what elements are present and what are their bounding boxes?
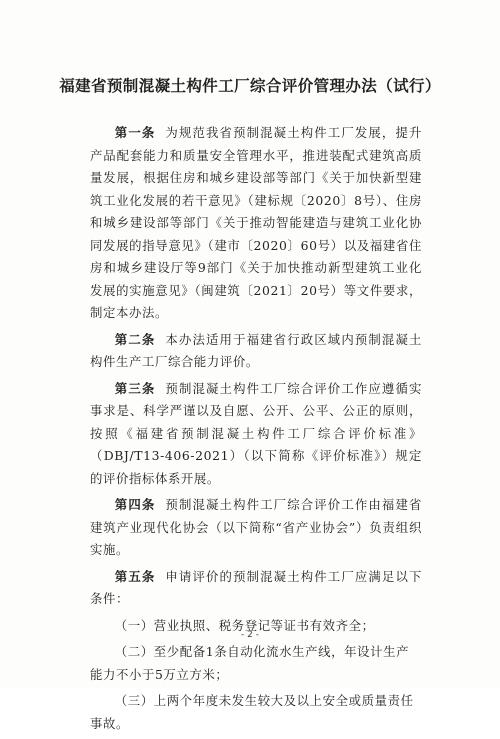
condition-item-1: （一）营业执照、税务登记等证书有效齐全； [114,617,375,633]
article-3 [90,378,422,491]
article-2 [90,329,422,374]
article-1-label: 第一条 [114,125,156,140]
page-number: - 2 - [241,630,259,640]
article-4-text: 预制混凝土构件工厂综合评价工作由福建省建筑产业现代化协会（以下简称“省产业协会”）负责组织实施。 [90,497,422,557]
article-5-text: 申请评价的预制混凝土构件工厂应满足以下条件： [90,568,422,606]
document-title: 福建省预制混凝土构件工厂综合评价管理办法（试行） [59,77,441,95]
article-1 [90,122,422,325]
article-4-label: 第四条 [114,497,156,512]
article-2-label: 第二条 [114,331,156,347]
article-5-label: 第五条 [114,568,156,584]
article-2-text: 本办法适用于福建省行政区域内预制混凝土构件生产工厂综合能力评价。 [90,331,422,369]
article-3-text: 预制混凝土构件工厂综合评价工作应遵循实事求是、科学严谨以及自愿、公开、公平、公正的原则，按照《福建省预制混凝土构件工厂综合评价标准》（DBJ/T13-406-2021）（以下简称《评价标准》）规定的评价指标体系开展。 [90,380,422,486]
document-body [90,122,422,739]
article-1-text: 为规范我省预制混凝土构件工厂发展，提升产品配套能力和质量安全管理水平，推进装配式建筑高质量发展，根据住房和城乡建设部等部门《关于加快新型建筑工业化发展的若干意见》（建标规〔2020〕8号）、住房和城乡建设部等部门《关于推动智能建造与建筑工业化协同发展的指导意见》（建市〔2020〕60号）以及福建省住房和城乡建设厅等9部门《关于加快推动新型建筑工业化发展的实施意见》（闽建筑〔2021〕20号）等文件要求，制定本办法。 [90,125,422,320]
article-4 [90,494,422,562]
article-5 [90,566,422,611]
condition-item-2: （二）至少配备1条自动化流水生产线，年设计生产能力不小于5万立方米； [90,644,410,682]
condition-item-3: （三）上两个年度未发生较大及以上安全或质量责任事故。 [90,693,414,731]
article-3-label: 第三条 [114,380,156,396]
